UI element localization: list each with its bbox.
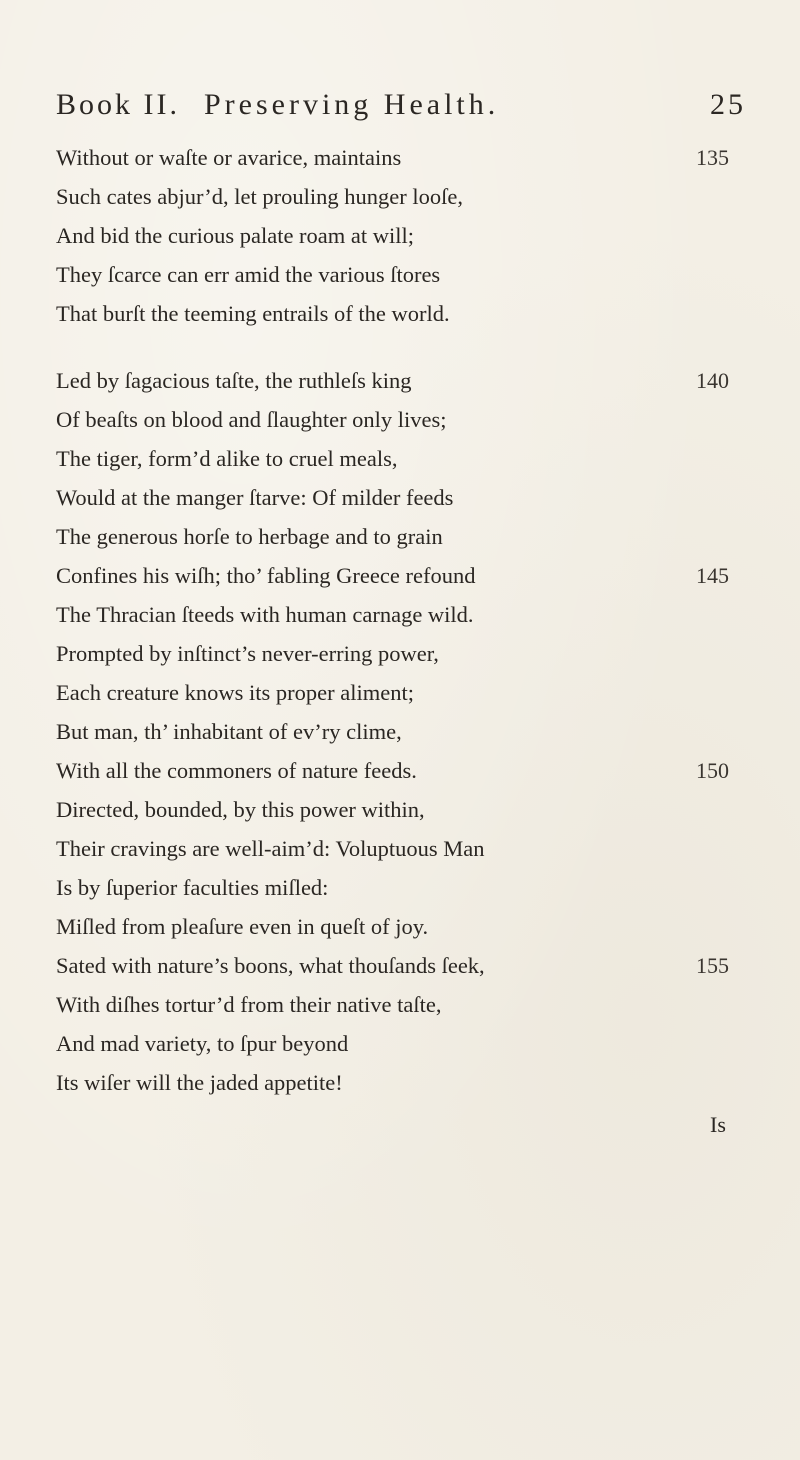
verse-line: The generous horſe to herbage and to grain <box>56 524 443 549</box>
line-number: 145 <box>696 563 729 588</box>
line-number: 135 <box>696 145 729 170</box>
line-number: 150 <box>696 758 729 783</box>
verse-line: With diſhes tortur’d from their native taſte, <box>56 992 442 1017</box>
verse-line: Of beaſts on blood and ſlaughter only lives; <box>56 407 447 432</box>
verse-line: And mad variety, to ſpur beyond <box>56 1031 349 1056</box>
verse-line: Each creature knows its proper aliment; <box>56 680 414 705</box>
verse-line: And bid the curious palate roam at will; <box>56 223 415 248</box>
verse-line: Sated with nature’s boons, what thouſands ſeek, <box>56 953 485 978</box>
line-number: 140 <box>696 368 729 393</box>
running-head <box>56 88 746 128</box>
verse-line: Their cravings are well-aim’d: Voluptuous Man <box>56 836 485 861</box>
verse-line: Is by ſuperior faculties miſled: <box>56 875 329 900</box>
verse-line: Led by ſagacious taſte, the ruthleſs king <box>56 368 412 393</box>
verse-line: But man, th’ inhabitant of ev’ry clime, <box>56 719 402 744</box>
line-number: 155 <box>696 953 729 978</box>
verse-line: They ſcarce can err amid the various ſtores <box>56 262 441 287</box>
verse-line: Would at the manger ſtarve: Of milder feeds <box>56 485 454 510</box>
catchword: Is <box>710 1112 726 1137</box>
verse-line: The Thracian ſteeds with human carnage wild. <box>56 602 474 627</box>
verse-line: With all the commoners of nature feeds. <box>56 758 417 783</box>
page-title: Preserving Health. <box>204 88 500 121</box>
verse-line: Without or waſte or avarice, maintains <box>56 145 402 170</box>
verse-line: Such cates abjur’d, let prouling hunger looſe, <box>56 184 463 209</box>
verse-line: Directed, bounded, by this power within, <box>56 797 425 822</box>
verse-line: Its wiſer will the jaded appetite! <box>56 1070 343 1095</box>
verse-line: That burſt the teeming entrails of the world. <box>56 301 450 326</box>
verse-line: Confines his wiſh; tho’ fabling Greece refound <box>56 563 476 588</box>
book-label: Book II. <box>56 88 180 121</box>
verse-line: Miſled from pleaſure even in queſt of joy. <box>56 914 429 939</box>
page-number: 25 <box>710 88 746 121</box>
verse-line: The tiger, form’d alike to cruel meals, <box>56 446 398 471</box>
verse-line: Prompted by inſtinct’s never-erring power, <box>56 641 439 666</box>
